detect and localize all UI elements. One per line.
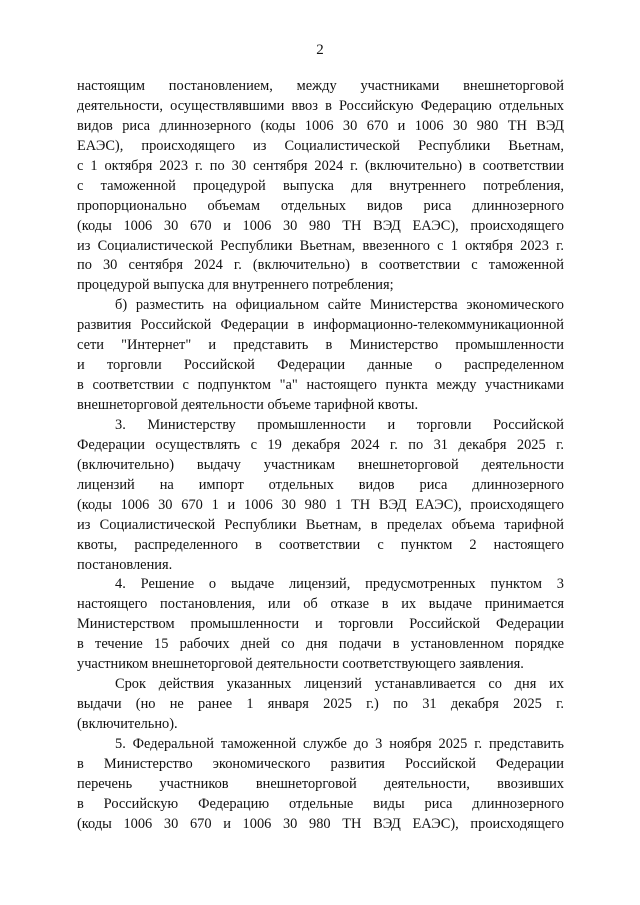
text-line: в Министерство экономического развития Российской Федерации [77, 755, 564, 772]
text-line: развития Российской Федерации в информационно-телекоммуникационной [77, 317, 564, 334]
text-line: квоты, распределенного в соответствии с пунктом 2 настоящего [77, 536, 564, 553]
text-line: из Социалистической Республики Вьетнам, в пределах объема тарифной [77, 516, 564, 533]
text-line: выдачи (но не ранее 1 января 2025 г.) по 31 декабря 2025 г. [77, 696, 564, 713]
text-line: (коды 1006 30 670 и 1006 30 980 ТН ВЭД ЕАЭС), происходящего [77, 217, 564, 234]
text-line: постановления. [77, 556, 173, 573]
text-line: лицензий на импорт отдельных видов риса длиннозерного [77, 476, 564, 493]
document-body [77, 77, 564, 835]
text-line: по 30 сентября 2024 г. (включительно) в соответствии с таможенной [77, 257, 564, 274]
text-line: из Социалистической Республики Вьетнам, ввезенного с 1 октября 2023 г. [77, 237, 564, 254]
text-line: настоящего постановления, или об отказе в их выдаче принимается [77, 596, 564, 613]
text-line: в течение 15 рабочих дней со дня подачи в установленном порядке [77, 636, 564, 653]
text-line: с таможенной процедурой выпуска для внутреннего потребления, [77, 177, 564, 194]
text-line: 3. Министерству промышленности и торговли Российской [115, 416, 564, 433]
text-line: с 1 октября 2023 г. по 30 сентября 2024 г. (включительно) в соответствии [77, 157, 564, 174]
text-line: сети "Интернет" и представить в Министерство промышленности [77, 337, 564, 354]
text-line: Срок действия указанных лицензий устанавливается со дня их [115, 676, 564, 693]
text-line: и торговли Российской Федерации данные о распределенном [77, 357, 564, 374]
text-line: ЕАЭС), происходящего из Социалистической Республики Вьетнам, [77, 137, 564, 154]
page-number: 2 [316, 42, 324, 58]
text-line: б) разместить на официальном сайте Министерства экономического [115, 297, 564, 314]
text-line: 5. Федеральной таможенной службе до 3 ноября 2025 г. представить [115, 735, 564, 752]
text-line: в Российскую Федерацию отдельные виды риса длиннозерного [77, 795, 564, 812]
text-line: Министерством промышленности и торговли Российской Федерации [77, 616, 564, 633]
text-line: пропорционально объемам отдельных видов риса длиннозерного [77, 197, 564, 214]
text-line: (коды 1006 30 670 и 1006 30 980 ТН ВЭД ЕАЭС), происходящего [77, 815, 564, 832]
text-line: настоящим постановлением, между участниками внешнеторговой [77, 78, 564, 94]
text-line: деятельности, осуществлявшими ввоз в Российскую Федерацию отдельных [77, 97, 564, 114]
text-line: видов риса длиннозерного (коды 1006 30 670 и 1006 30 980 ТН ВЭД [77, 117, 564, 134]
text-line: внешнеторговой деятельности объеме тарифной квоты. [77, 397, 419, 413]
text-line: процедурой выпуска для внутреннего потребления; [77, 277, 394, 294]
text-line: (включительно) выдачу участникам внешнеторговой деятельности [77, 456, 564, 473]
text-line: перечень участников внешнеторговой деятельности, ввозивших [77, 775, 564, 792]
text-line: участником внешнеторговой деятельности соответствующего заявления. [77, 656, 524, 673]
text-line: (включительно). [77, 716, 178, 732]
text-line: Федерации осуществлять с 19 декабря 2024 г. по 31 декабря 2025 г. [77, 436, 564, 453]
text-line: 4. Решение о выдаче лицензий, предусмотренных пунктом 3 [115, 576, 564, 593]
text-line: (коды 1006 30 670 1 и 1006 30 980 1 ТН ВЭД ЕАЭС), происходящего [77, 496, 564, 513]
text-line: в соответствии с подпунктом "а" настоящего пункта между участниками [77, 377, 564, 394]
